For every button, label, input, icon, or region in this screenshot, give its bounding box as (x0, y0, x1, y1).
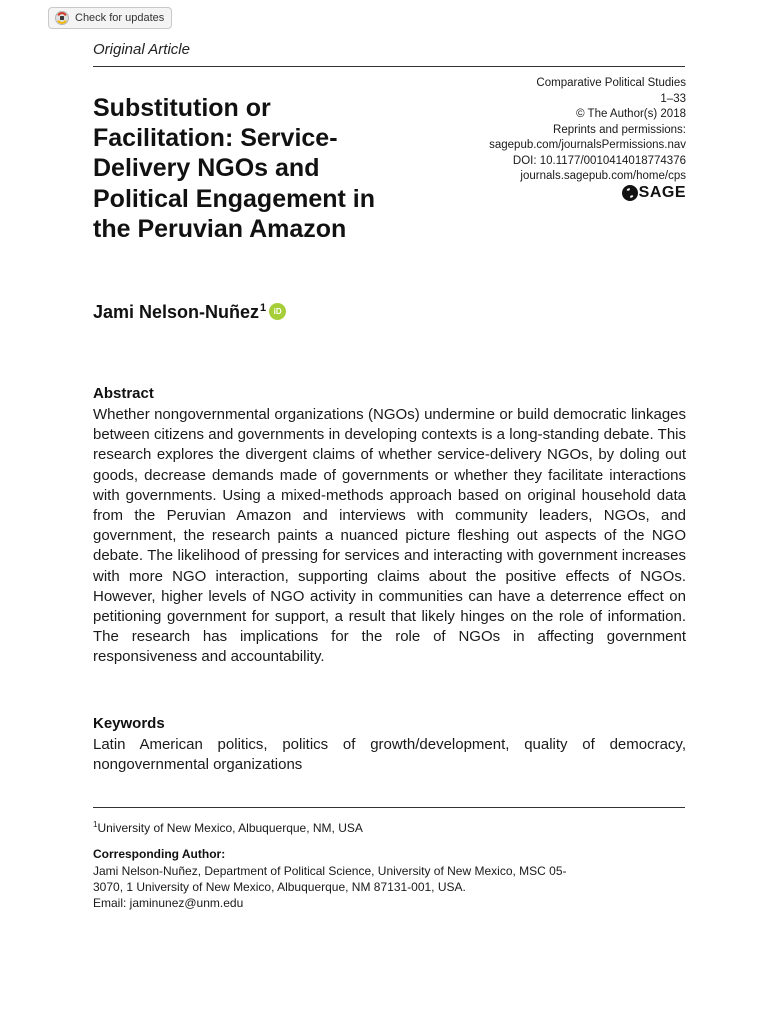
header-divider (93, 66, 685, 67)
affiliation-footnote (93, 820, 363, 835)
author-name: Jami Nelson-Nuñez (93, 302, 260, 322)
sage-logo-icon (622, 185, 638, 201)
keywords-heading: Keywords (93, 715, 165, 732)
title-line: the Peruvian Amazon (93, 214, 347, 243)
reprints-link[interactable]: sagepub.com/journalsPermissions.nav (489, 139, 686, 151)
orcid-icon[interactable]: iD (269, 303, 286, 320)
publisher-name: SAGE (638, 183, 686, 201)
footnote-divider (93, 807, 685, 808)
page-range: 1–33 (660, 92, 686, 105)
journal-link[interactable]: journals.sagepub.com/home/cps (520, 170, 686, 182)
author-affiliation-mark: 1 (260, 302, 267, 314)
title-line: Political Engagement in (93, 184, 375, 213)
check-for-updates-label: Check for updates (75, 12, 165, 24)
corresponding-address-line: 3070, 1 University of New Mexico, Albuquerque, NM 87131-001, USA. (93, 880, 466, 895)
abstract-heading: Abstract (93, 385, 154, 402)
check-for-updates-icon (55, 11, 69, 25)
title-line: Facilitation: Service- (93, 124, 338, 153)
author-line (93, 302, 286, 323)
title-line: Substitution or (93, 94, 271, 122)
journal-name: Comparative Political Studies (536, 77, 686, 89)
corresponding-address-line: Jami Nelson-Nuñez, Department of Political Science, University of New Mexico, MSC 05- (93, 864, 567, 878)
title-line: Delivery NGOs and (93, 154, 320, 183)
abstract-text: Whether nongovernmental organizations (NGOs) undermine or build democratic linkages between citizens and governments in developing contexts is a long-standing debate. This research explores the divergent claims of whether service-delivery NGOs, by doling out goods, decrease demands made of governments or whether they facilitate interactions with governments. Using a mixed-methods approach based on original household data from the Peruvian Amazon and interviews with community leaders, NGOs, and government, the research paints a nuanced picture fleshing out aspects of the NGO debate. The likelihood of pressing for services and interacting with government increases with more NGO interaction, supporting claims about the positive effects of NGOs. However, higher levels of NGO activity in communities can have a deterrence effect on petitioning government for support, a result that likely hinges on the role of information. The research has implications for the role of NGOs in affecting government responsiveness and accountability. (93, 406, 686, 666)
corresponding-author-heading: Corresponding Author: (93, 847, 226, 861)
affiliation-footnote-mark: 1 (93, 820, 98, 829)
check-for-updates-button[interactable] (48, 7, 172, 29)
affiliation-text: University of New Mexico, Albuquerque, NM, USA (97, 821, 363, 835)
copyright: © The Author(s) 2018 (576, 108, 686, 120)
reprints-label: Reprints and permissions: (553, 123, 686, 136)
journal-info (426, 76, 686, 206)
article-title (93, 93, 453, 244)
keywords-text: Latin American politics, politics of growth/development, quality of democracy, nongovernmental organizations (93, 736, 686, 774)
doi[interactable]: DOI: 10.1177/0010414018774376 (512, 154, 686, 167)
corresponding-email[interactable]: Email: jaminunez@unm.edu (93, 896, 244, 911)
sage-logo (622, 185, 686, 201)
article-type: Original Article (93, 41, 190, 58)
corresponding-author-details (93, 863, 673, 912)
